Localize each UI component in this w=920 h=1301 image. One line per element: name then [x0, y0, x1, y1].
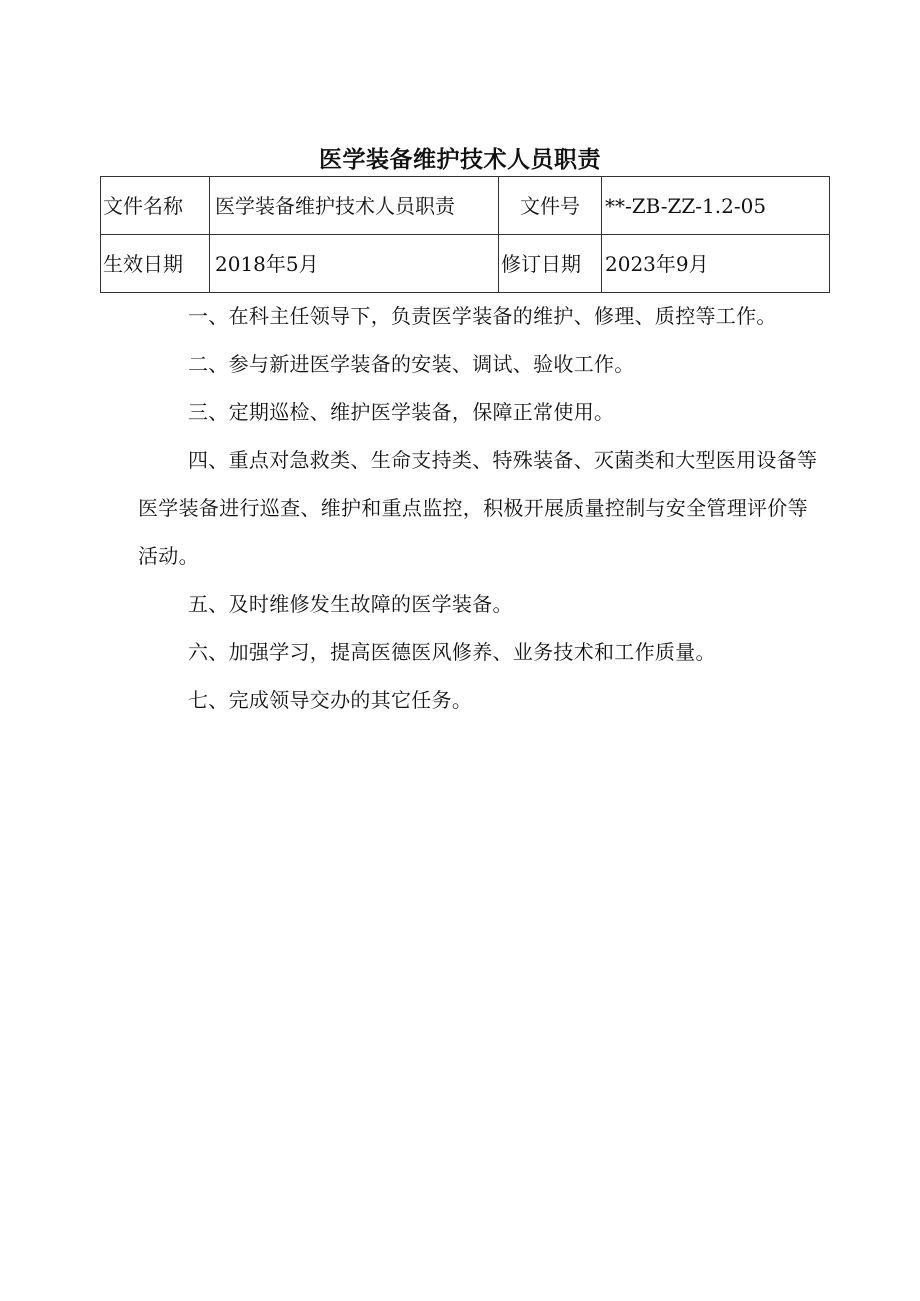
file-name-label: 文件名称	[101, 177, 210, 235]
revision-date-value: 2023年9月	[602, 235, 830, 293]
effective-date-label: 生效日期	[101, 235, 210, 293]
page-title: 医学装备维护技术人员职责	[319, 146, 601, 173]
effective-date-value: 2018年5月	[210, 235, 499, 293]
duties-list	[138, 292, 828, 724]
duty-item-5: 五、及时维修发生故障的医学装备。	[188, 592, 513, 616]
duty-item-2: 二、参与新进医学装备的安装、调试、验收工作。	[188, 352, 635, 376]
info-row-dates	[101, 235, 830, 293]
duty-item-7: 七、完成领导交办的其它任务。	[188, 688, 473, 712]
info-row-name	[101, 177, 830, 235]
duty-item-3: 三、定期巡检、维护医学装备，保障正常使用。	[188, 400, 615, 424]
duty-item-1: 一、在科主任领导下，负责医学装备的维护、修理、质控等工作。	[188, 304, 777, 328]
file-number-value: **-ZB-ZZ-1.2-05	[602, 177, 830, 235]
file-name-value: 医学装备维护技术人员职责	[210, 177, 499, 235]
file-number-label: 文件号	[499, 177, 602, 235]
document-info-table	[100, 176, 830, 293]
duty-item-6: 六、加强学习，提高医德医风修养、业务技术和工作质量。	[188, 640, 716, 664]
revision-date-label: 修订日期	[499, 235, 602, 293]
duty-item-4: 四、重点对急救类、生命支持类、特殊装备、灭菌类和大型医用设备等医学装备进行巡查、维护和重点监控，积极开展质量控制与安全管理评价等活动。	[138, 448, 818, 568]
